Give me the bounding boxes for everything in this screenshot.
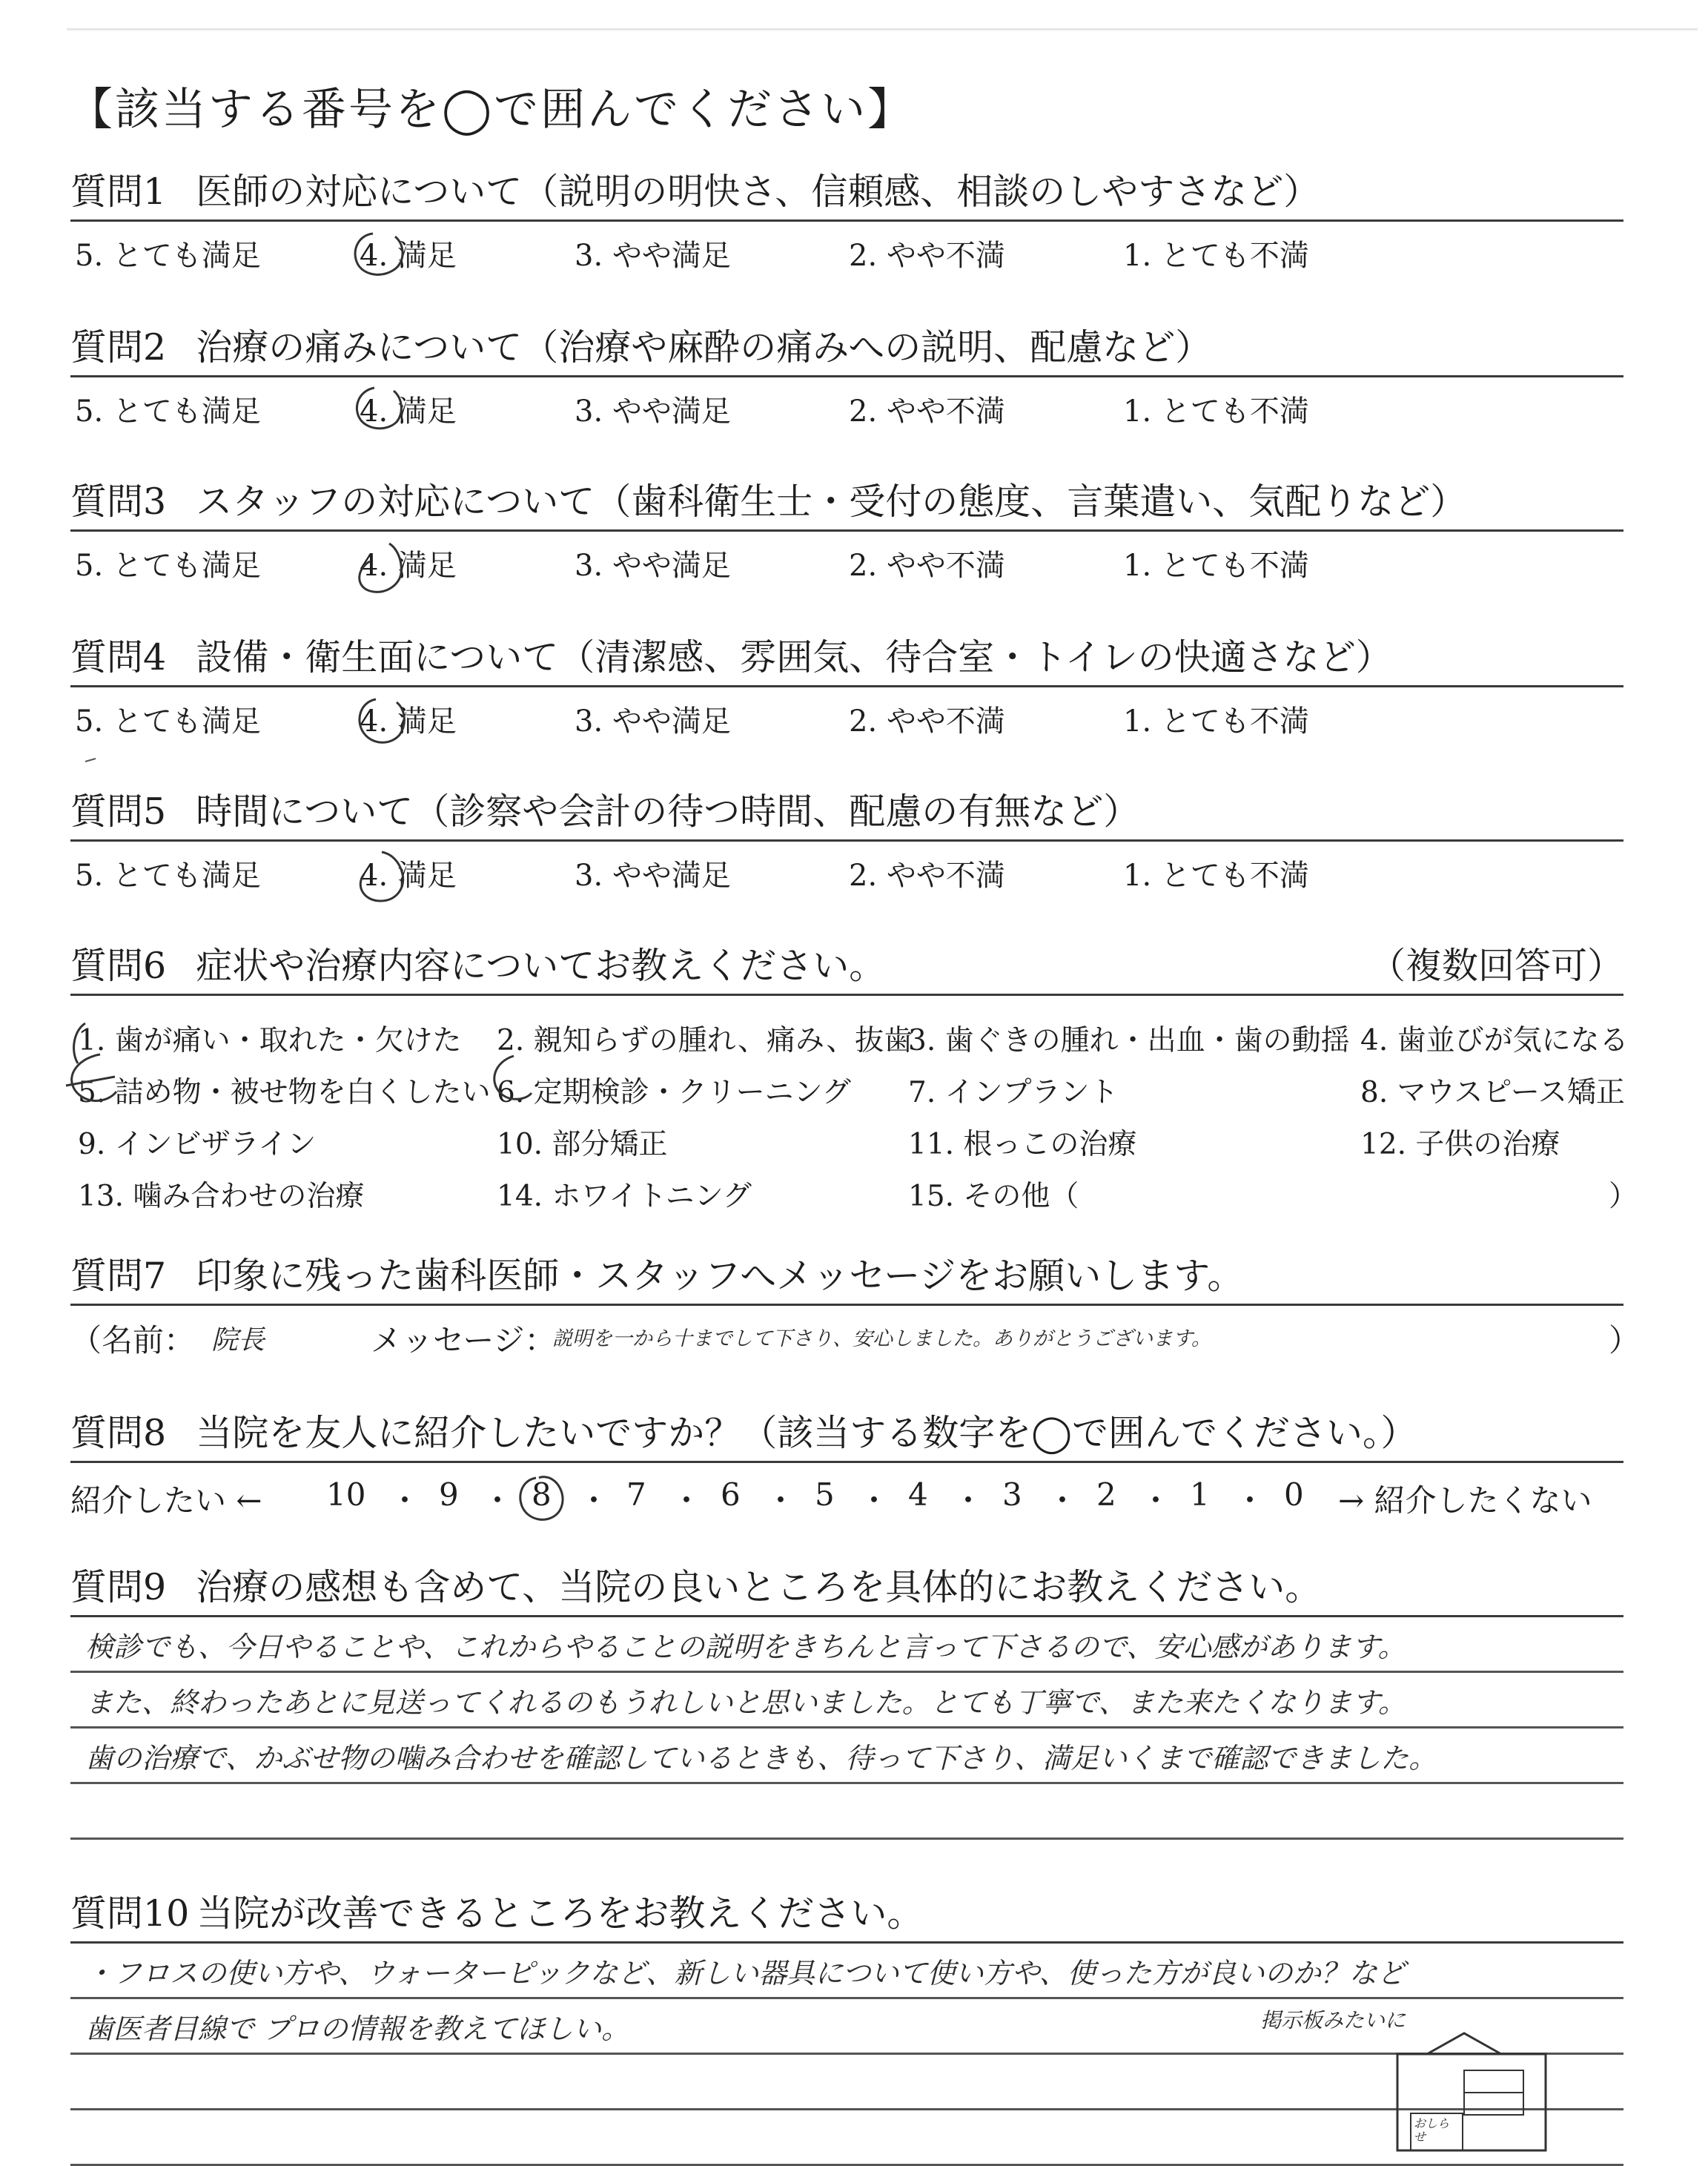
question-label: 印象に残った歯科医師・スタッフへメッセージをお願いします。 <box>196 1255 1244 1297</box>
scale-value-3[interactable]: 3 <box>1002 1476 1022 1513</box>
question-number: 質問3 <box>70 481 167 523</box>
option-item[interactable]: 11. 根っこの治療 <box>908 1128 1137 1161</box>
question-5 <box>70 782 1623 901</box>
question-2 <box>70 317 1623 437</box>
bulletin-board-sketch <box>1383 2032 1575 2150</box>
question-6 <box>70 936 1638 1247</box>
question-label: 設備・衛生面について（清潔感、雰囲気、待合室・トイレの快適さなど） <box>196 636 1392 678</box>
option-4[interactable]: 4. 満足 <box>360 239 457 273</box>
question-8 <box>70 1403 1623 1522</box>
scale-value-10[interactable]: 10 <box>326 1476 366 1513</box>
scale-value-6[interactable]: 6 <box>721 1476 741 1513</box>
name-label: （名前： <box>70 1322 196 1358</box>
question-number: 質問10 <box>70 1892 190 1935</box>
top-border <box>67 28 1698 30</box>
scale-value-8[interactable]: 8 <box>532 1476 552 1513</box>
option-1[interactable]: 1. とても不満 <box>1123 859 1309 893</box>
option-item[interactable]: 1. 歯が痛い・取れた・欠けた <box>78 1024 462 1057</box>
option-5[interactable]: 5. とても満足 <box>75 394 261 429</box>
divider <box>70 994 1623 996</box>
option-item[interactable]: 15. その他（ <box>908 1180 1079 1213</box>
scale-value-0[interactable]: 0 <box>1284 1476 1304 1513</box>
scale-value-1[interactable]: 1 <box>1190 1476 1210 1513</box>
option-2[interactable]: 2. やや不満 <box>849 704 1005 739</box>
option-item[interactable]: 14. ホワイトニング <box>497 1180 752 1213</box>
message-row <box>70 1306 1641 1365</box>
other-close-paren: ） <box>1609 1180 1638 1213</box>
scale-value-5[interactable]: 5 <box>815 1476 835 1513</box>
option-2[interactable]: 2. やや不満 <box>849 859 1005 893</box>
answer-line <box>70 1784 1623 1840</box>
option-4[interactable]: 4. 満足 <box>360 549 457 583</box>
multiple-answers-note: （複数回答可） <box>1368 945 1623 987</box>
scale-value-4[interactable]: 4 <box>908 1476 928 1513</box>
question-1 <box>70 162 1623 281</box>
question-number: 質問9 <box>70 1566 167 1608</box>
scale-dot: ・ <box>858 1482 890 1519</box>
option-3[interactable]: 3. やや満足 <box>575 859 731 893</box>
option-5[interactable]: 5. とても満足 <box>75 239 261 273</box>
scale-dot: ・ <box>1234 1482 1266 1519</box>
option-item[interactable]: 13. 噛み合わせの治療 <box>78 1180 365 1213</box>
option-item[interactable]: 12. 子供の治療 <box>1360 1128 1560 1161</box>
scale-value-7[interactable]: 7 <box>626 1476 646 1513</box>
scale-right-label: → 紹介したくない <box>1338 1482 1592 1519</box>
option-5[interactable]: 5. とても満足 <box>75 704 261 739</box>
option-2[interactable]: 2. やや不満 <box>849 394 1005 429</box>
question-7 <box>70 1246 1641 1365</box>
scale-value-2[interactable]: 2 <box>1096 1476 1116 1513</box>
option-2[interactable]: 2. やや不満 <box>849 239 1005 273</box>
question-number: 質問2 <box>70 326 167 369</box>
handwritten-text: ・フロスの使い方や、ウォーターピックなど、新しい器具について使い方や、使った方が良いのか？など <box>85 1957 1406 1990</box>
question-label: 時間について（診察や会計の待つ時間、配慮の有無など） <box>196 790 1140 833</box>
option-item[interactable]: 6. 定期検診・クリーニング <box>497 1076 851 1109</box>
question-4 <box>70 627 1623 747</box>
question-number: 質問5 <box>70 790 167 833</box>
option-5[interactable]: 5. とても満足 <box>75 859 261 893</box>
option-item[interactable]: 3. 歯ぐきの腫れ・出血・歯の動揺 <box>908 1024 1350 1057</box>
scale-dot: ・ <box>1140 1482 1172 1519</box>
handwritten-text: 歯医者目線で プロの情報を教えてほしい。 <box>85 2013 630 2045</box>
handwritten-text: 検診でも、今日やることや、これからやることの説明をきちんと言って下さるので、安心感があります。 <box>85 1631 1406 1663</box>
scale-dot: ・ <box>482 1482 514 1519</box>
scale-dot: ・ <box>578 1482 610 1519</box>
answer-line <box>70 1728 1623 1784</box>
question-label: 治療の感想も含めて、当院の良いところを具体的にお教えください。 <box>196 1566 1322 1608</box>
good-points-answer[interactable] <box>70 1617 1623 1840</box>
question-label: 医師の対応について（説明の明快さ、信頼感、相談のしやすさなど） <box>196 171 1320 213</box>
rating-options <box>70 222 1623 281</box>
answer-line <box>70 1673 1623 1728</box>
option-3[interactable]: 3. やや満足 <box>575 394 731 429</box>
handwritten-text: また、終わったあとに見送ってくれるのもうれしいと思いました。とても丁寧で、また来たくなります。 <box>85 1686 1406 1719</box>
question-10 <box>70 1883 1623 2166</box>
option-item[interactable]: 5. 詰め物・被せ物を白くしたい <box>78 1076 491 1109</box>
option-item[interactable]: 8. マウスピース矯正 <box>1360 1076 1625 1109</box>
option-item[interactable]: 9. インビザライン <box>78 1128 317 1161</box>
option-item[interactable]: 7. インプラント <box>908 1076 1119 1109</box>
option-item[interactable]: 4. 歯並びが気になる <box>1360 1024 1629 1057</box>
option-4[interactable]: 4. 満足 <box>360 704 457 739</box>
option-item[interactable]: 10. 部分矯正 <box>497 1128 668 1161</box>
option-3[interactable]: 3. やや満足 <box>575 549 731 583</box>
question-number: 質問1 <box>70 171 167 213</box>
question-label: 治療の痛みについて（治療や麻酔の痛みへの説明、配慮など） <box>196 326 1212 369</box>
option-3[interactable]: 3. やや満足 <box>575 239 731 273</box>
treatment-options <box>70 1010 1638 1232</box>
option-item[interactable]: 2. 親知らずの腫れ、痛み、抜歯 <box>497 1024 913 1057</box>
option-5[interactable]: 5. とても満足 <box>75 549 261 583</box>
option-1[interactable]: 1. とても不満 <box>1123 549 1309 583</box>
answer-line <box>70 1944 1623 1999</box>
scale-left-label: 紹介したい ← <box>70 1482 262 1519</box>
handwritten-text: 歯の治療で、かぶせ物の噛み合わせを確認しているときも、待って下さり、満足いくまで確認できました。 <box>85 1742 1437 1774</box>
question-label: 症状や治療内容についてお教えください。 <box>196 945 886 987</box>
answer-line <box>70 1617 1623 1673</box>
option-1[interactable]: 1. とても不満 <box>1123 394 1309 429</box>
scale-dot: ・ <box>1047 1482 1079 1519</box>
option-1[interactable]: 1. とても不満 <box>1123 704 1309 739</box>
option-2[interactable]: 2. やや不満 <box>849 549 1005 583</box>
rating-options <box>70 842 1623 901</box>
question-number: 質問8 <box>70 1412 167 1454</box>
name-field[interactable]: 院長 <box>211 1325 265 1356</box>
close-paren: ） <box>1609 1322 1641 1358</box>
question-label: 当院が改善できるところをお教えください。 <box>196 1892 924 1935</box>
question-label: 当院を友人に紹介したいですか？（該当する数字を◯で囲んでください。） <box>196 1412 1417 1454</box>
rating-options <box>70 687 1623 747</box>
question-label: スタッフの対応について（歯科衛生士・受付の態度、言葉遣い、気配りなど） <box>196 481 1467 523</box>
rating-options <box>70 377 1623 437</box>
message-label: メッセージ： <box>371 1322 556 1358</box>
scale-dot: ・ <box>671 1482 703 1519</box>
message-field[interactable]: 説明を一から十までして下さり、安心しました。ありがとうございます。 <box>552 1327 1211 1350</box>
question-9 <box>70 1557 1623 1840</box>
sketch-note: 掲示板みたいに <box>1260 2008 1406 2033</box>
scale-dot: ・ <box>389 1482 421 1519</box>
question-number: 質問4 <box>70 636 167 678</box>
option-1[interactable]: 1. とても不満 <box>1123 239 1309 273</box>
question-number: 質問7 <box>70 1255 167 1297</box>
question-3 <box>70 472 1623 591</box>
question-number: 質問6 <box>70 945 167 987</box>
option-4[interactable]: 4. 満足 <box>360 859 457 893</box>
scale-value-9[interactable]: 9 <box>439 1476 459 1513</box>
scale-dot: ・ <box>765 1482 797 1519</box>
sketch-notice-tag: おしらせ <box>1414 2116 1450 2144</box>
option-3[interactable]: 3. やや満足 <box>575 704 731 739</box>
scale-dot: ・ <box>953 1482 984 1519</box>
rating-options <box>70 532 1623 591</box>
option-4[interactable]: 4. 満足 <box>360 394 457 429</box>
page-title: 【該当する番号を◯で囲んでください】 <box>68 84 915 136</box>
recommend-scale <box>70 1463 1623 1522</box>
